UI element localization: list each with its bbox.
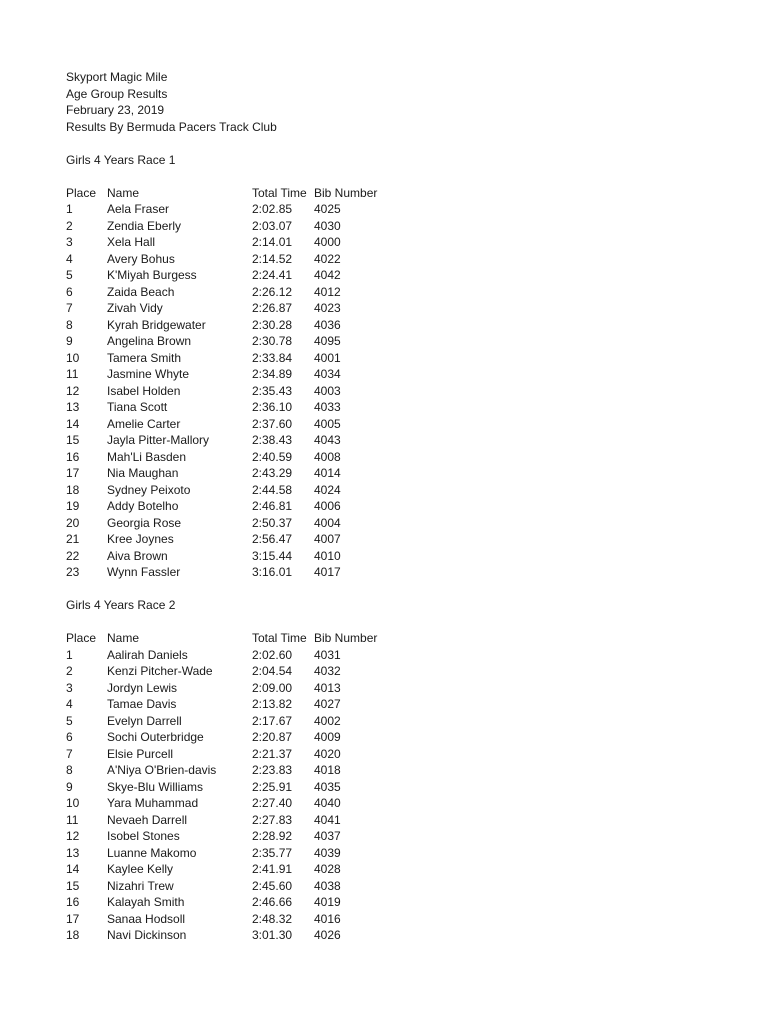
- result-name: Nevaeh Darrell: [107, 812, 188, 827]
- result-bib: 4028: [314, 862, 341, 876]
- result-time: 3:01.30: [252, 928, 293, 942]
- result-name: Nia Maughan: [107, 466, 179, 480]
- result-row: [66, 663, 746, 680]
- results-credit: Results By Bermuda Pacers Track Club: [66, 119, 277, 134]
- result-time: 2:25.91: [252, 779, 293, 794]
- result-name: Isabel Holden: [107, 383, 181, 398]
- result-bib: 4018: [314, 763, 341, 777]
- result-name: Zaida Beach: [107, 284, 175, 299]
- result-time: 3:16.01: [252, 565, 293, 579]
- result-place: 18: [66, 482, 80, 497]
- result-row: [66, 449, 746, 466]
- result-time: 2:46.81: [252, 499, 293, 513]
- result-place: 2: [66, 218, 73, 233]
- result-place: 10: [66, 796, 80, 810]
- result-row: [66, 729, 746, 746]
- result-bib: 4030: [314, 218, 341, 233]
- result-time: 2:45.60: [252, 878, 293, 893]
- result-bib: 4036: [314, 317, 341, 332]
- result-row: [66, 927, 746, 944]
- result-place: 12: [66, 829, 80, 843]
- result-bib: 4041: [314, 812, 341, 827]
- result-name: Aalirah Daniels: [107, 647, 188, 662]
- result-time: 2:37.60: [252, 416, 293, 431]
- result-bib: 4039: [314, 845, 341, 860]
- result-name: Evelyn Darrell: [107, 713, 182, 728]
- result-time: 2:48.32: [252, 911, 293, 926]
- result-time: 2:26.87: [252, 301, 293, 315]
- result-name: Kaylee Kelly: [107, 862, 174, 876]
- result-time: 2:36.10: [252, 400, 293, 414]
- result-row: [66, 531, 746, 548]
- result-bib: 4024: [314, 482, 341, 497]
- result-row: [66, 234, 746, 251]
- result-bib: 4004: [314, 515, 341, 530]
- result-place: 3: [66, 235, 73, 249]
- result-name: Isobel Stones: [107, 829, 180, 843]
- result-time: 2:28.92: [252, 829, 293, 843]
- result-row: [66, 465, 746, 482]
- result-place: 6: [66, 730, 73, 744]
- spacer: [66, 581, 746, 598]
- result-bib: 4022: [314, 251, 341, 266]
- result-time: 2:14.52: [252, 251, 293, 266]
- result-row: [66, 498, 746, 515]
- result-row: [66, 828, 746, 845]
- result-row: [66, 218, 746, 235]
- result-name: Kree Joynes: [107, 532, 174, 546]
- result-row: [66, 383, 746, 400]
- result-bib: 4009: [314, 730, 341, 744]
- result-bib: 4031: [314, 647, 341, 662]
- result-place: 22: [66, 548, 80, 563]
- result-name: Mah'Li Basden: [107, 449, 187, 464]
- result-bib: 4027: [314, 697, 341, 711]
- result-time: 2:43.29: [252, 466, 293, 480]
- result-name: Luanne Makomo: [107, 845, 197, 860]
- result-bib: 4014: [314, 466, 341, 480]
- result-place: 5: [66, 713, 73, 728]
- results-document: [66, 69, 746, 944]
- result-name: Skye-Blu Williams: [107, 779, 204, 794]
- result-row: [66, 350, 746, 367]
- result-row: [66, 317, 746, 334]
- result-row: [66, 267, 746, 284]
- result-bib: 4026: [314, 928, 341, 942]
- result-time: 2:09.00: [252, 680, 293, 695]
- column-header-time: Total Time: [252, 631, 307, 645]
- result-place: 15: [66, 433, 80, 447]
- result-row: [66, 894, 746, 911]
- result-row: [66, 812, 746, 829]
- column-header-row: [66, 185, 746, 202]
- race-section: [66, 597, 746, 944]
- result-place: 19: [66, 499, 80, 513]
- result-place: 8: [66, 317, 73, 332]
- result-place: 7: [66, 746, 73, 761]
- result-name: Kalayah Smith: [107, 895, 185, 909]
- result-row: [66, 416, 746, 433]
- result-place: 17: [66, 911, 80, 926]
- result-bib: 4032: [314, 664, 341, 678]
- result-name: Sochi Outerbridge: [107, 730, 204, 744]
- result-time: 2:17.67: [252, 713, 293, 728]
- result-row: [66, 399, 746, 416]
- result-name: Aiva Brown: [107, 548, 168, 563]
- result-place: 13: [66, 400, 80, 414]
- result-name: Navi Dickinson: [107, 928, 187, 942]
- result-time: 2:27.83: [252, 812, 293, 827]
- result-time: 3:15.44: [252, 548, 293, 563]
- result-bib: 4037: [314, 829, 341, 843]
- result-name: Yara Muhammad: [107, 796, 199, 810]
- result-place: 6: [66, 284, 73, 299]
- result-row: [66, 251, 746, 268]
- spacer: [66, 168, 746, 185]
- result-name: Addy Botelho: [107, 499, 179, 513]
- result-row: [66, 366, 746, 383]
- result-time: 2:33.84: [252, 350, 293, 365]
- result-time: 2:02.60: [252, 647, 293, 662]
- result-place: 4: [66, 251, 73, 266]
- result-row: [66, 762, 746, 779]
- column-header-bib: Bib Number: [314, 185, 378, 200]
- result-name: Kyrah Bridgewater: [107, 317, 206, 332]
- result-place: 15: [66, 878, 80, 893]
- result-time: 2:35.77: [252, 845, 293, 860]
- result-place: 14: [66, 416, 80, 431]
- spacer: [66, 614, 746, 631]
- result-row: [66, 779, 746, 796]
- result-time: 2:40.59: [252, 449, 293, 464]
- result-bib: 4095: [314, 334, 341, 348]
- result-place: 8: [66, 763, 73, 777]
- result-name: A'Niya O'Brien-davis: [107, 763, 217, 777]
- result-bib: 4005: [314, 416, 341, 431]
- result-place: 9: [66, 779, 73, 794]
- result-bib: 4020: [314, 746, 341, 761]
- result-time: 2:26.12: [252, 284, 293, 299]
- result-time: 2:23.83: [252, 763, 293, 777]
- result-bib: 4019: [314, 895, 341, 909]
- result-time: 2:03.07: [252, 218, 293, 233]
- result-name: Jayla Pitter-Mallory: [107, 433, 210, 447]
- result-row: [66, 845, 746, 862]
- result-time: 2:44.58: [252, 482, 293, 497]
- result-name: Avery Bohus: [107, 251, 175, 266]
- result-name: Kenzi Pitcher-Wade: [107, 664, 213, 678]
- column-header-name: Name: [107, 631, 140, 645]
- result-time: 2:21.37: [252, 746, 293, 761]
- result-bib: 4017: [314, 565, 341, 579]
- column-header-place: Place: [66, 185, 97, 200]
- result-bib: 4042: [314, 268, 341, 282]
- result-name: K'Miyah Burgess: [107, 268, 197, 282]
- spacer: [66, 135, 746, 152]
- result-time: 2:04.54: [252, 664, 293, 678]
- column-header-row: [66, 630, 746, 647]
- result-place: 4: [66, 697, 73, 711]
- result-row: [66, 515, 746, 532]
- result-name: Sydney Peixoto: [107, 482, 191, 497]
- result-place: 16: [66, 449, 80, 464]
- result-name: Tamera Smith: [107, 350, 182, 365]
- result-place: 1: [66, 647, 73, 662]
- result-bib: 4010: [314, 548, 341, 563]
- result-time: 2:20.87: [252, 730, 293, 744]
- result-time: 2:30.78: [252, 334, 293, 348]
- result-time: 2:41.91: [252, 862, 293, 876]
- result-row: [66, 911, 746, 928]
- result-bib: 4040: [314, 796, 341, 810]
- result-time: 2:13.82: [252, 697, 293, 711]
- result-place: 2: [66, 664, 73, 678]
- result-row: [66, 482, 746, 499]
- result-bib: 4002: [314, 713, 341, 728]
- result-name: Elsie Purcell: [107, 746, 174, 761]
- race-sections: [66, 152, 746, 944]
- result-row: [66, 548, 746, 565]
- result-place: 9: [66, 334, 73, 348]
- event-date: February 23, 2019: [66, 103, 165, 117]
- result-place: 10: [66, 350, 80, 365]
- result-bib: 4013: [314, 680, 341, 695]
- result-name: Angelina Brown: [107, 334, 192, 348]
- result-bib: 4001: [314, 350, 341, 365]
- result-row: [66, 861, 746, 878]
- result-place: 11: [66, 812, 79, 827]
- result-bib: 4006: [314, 499, 341, 513]
- column-header-place: Place: [66, 631, 97, 645]
- result-row: [66, 746, 746, 763]
- result-bib: 4016: [314, 911, 341, 926]
- result-name: Jordyn Lewis: [107, 680, 178, 695]
- result-bib: 4034: [314, 367, 341, 381]
- result-place: 14: [66, 862, 80, 876]
- result-row: [66, 284, 746, 301]
- result-row: [66, 680, 746, 697]
- result-row: [66, 564, 746, 581]
- result-name: Nizahri Trew: [107, 878, 174, 893]
- column-header-bib: Bib Number: [314, 631, 378, 645]
- race-title: Girls 4 Years Race 2: [66, 598, 176, 612]
- result-time: 2:27.40: [252, 796, 293, 810]
- result-place: 11: [66, 367, 79, 381]
- result-name: Jasmine Whyte: [107, 367, 190, 381]
- race-title: Girls 4 Years Race 1: [66, 152, 176, 167]
- result-time: 2:30.28: [252, 317, 293, 332]
- result-place: 16: [66, 895, 80, 909]
- result-name: Aela Fraser: [107, 202, 170, 216]
- result-time: 2:50.37: [252, 515, 293, 530]
- result-place: 23: [66, 565, 80, 579]
- result-bib: 4023: [314, 301, 341, 315]
- result-time: 2:24.41: [252, 268, 293, 282]
- race-section: [66, 152, 746, 598]
- result-bib: 4043: [314, 433, 341, 447]
- result-name: Georgia Rose: [107, 515, 182, 530]
- result-time: 2:46.66: [252, 895, 293, 909]
- result-row: [66, 696, 746, 713]
- result-bib: 4038: [314, 878, 341, 893]
- result-time: 2:56.47: [252, 532, 293, 546]
- result-row: [66, 647, 746, 664]
- column-header-time: Total Time: [252, 185, 307, 200]
- result-bib: 4025: [314, 202, 341, 216]
- result-row: [66, 333, 746, 350]
- result-row: [66, 432, 746, 449]
- result-place: 20: [66, 515, 80, 530]
- result-bib: 4008: [314, 449, 341, 464]
- result-name: Zendia Eberly: [107, 218, 182, 233]
- result-time: 2:02.85: [252, 202, 293, 216]
- result-place: 17: [66, 466, 80, 480]
- result-name: Wynn Fassler: [107, 565, 181, 579]
- event-title: Skyport Magic Mile: [66, 70, 168, 84]
- result-place: 3: [66, 680, 73, 695]
- result-name: Xela Hall: [107, 235, 156, 249]
- result-time: 2:34.89: [252, 367, 293, 381]
- result-place: 12: [66, 383, 80, 398]
- result-row: [66, 300, 746, 317]
- result-bib: 4012: [314, 284, 341, 299]
- result-bib: 4000: [314, 235, 341, 249]
- result-row: [66, 713, 746, 730]
- result-bib: 4033: [314, 400, 341, 414]
- result-place: 1: [66, 202, 73, 216]
- result-row: [66, 878, 746, 895]
- result-name: Amelie Carter: [107, 416, 181, 431]
- result-bib: 4007: [314, 532, 341, 546]
- result-place: 13: [66, 845, 80, 860]
- column-header-name: Name: [107, 185, 140, 200]
- result-row: [66, 201, 746, 218]
- result-bib: 4003: [314, 383, 341, 398]
- result-name: Tamae Davis: [107, 697, 177, 711]
- result-time: 2:35.43: [252, 383, 293, 398]
- result-place: 18: [66, 928, 80, 942]
- result-bib: 4035: [314, 779, 341, 794]
- result-place: 5: [66, 268, 73, 282]
- result-time: 2:14.01: [252, 235, 293, 249]
- result-name: Sanaa Hodsoll: [107, 911, 186, 926]
- result-row: [66, 795, 746, 812]
- document-subtitle: Age Group Results: [66, 86, 168, 101]
- result-place: 7: [66, 301, 73, 315]
- result-name: Tiana Scott: [107, 400, 168, 414]
- result-name: Zivah Vidy: [107, 301, 163, 315]
- result-time: 2:38.43: [252, 433, 293, 447]
- result-place: 21: [66, 532, 80, 546]
